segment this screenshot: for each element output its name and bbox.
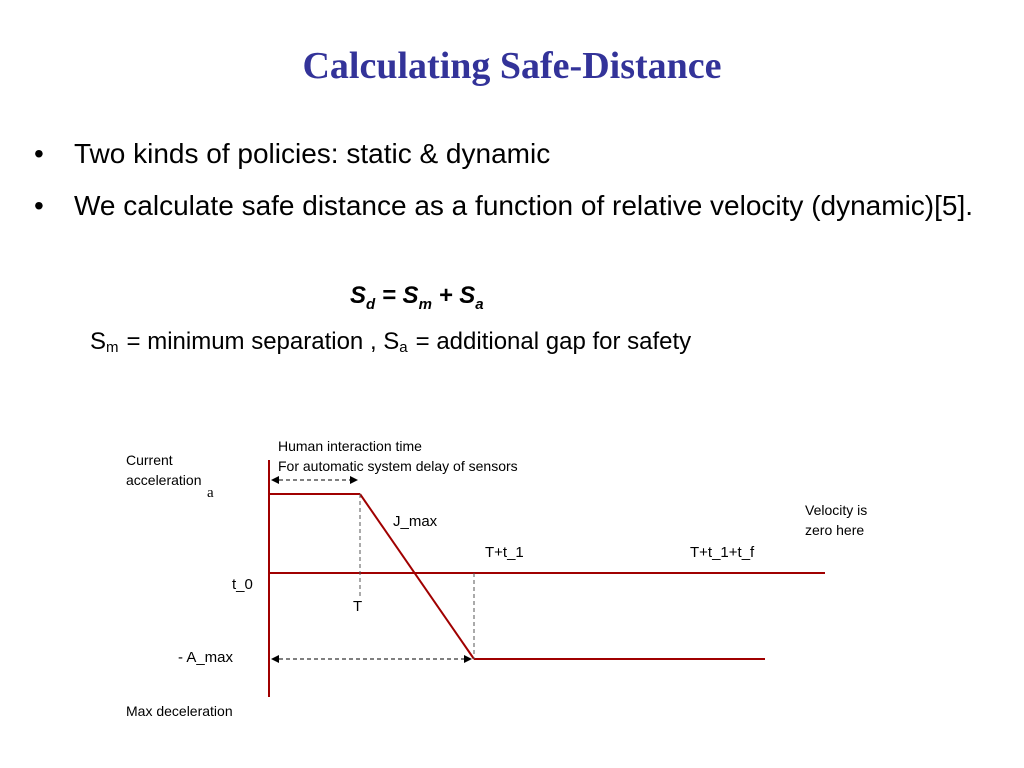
t-plus-t1-label: T+t_1 xyxy=(485,544,524,561)
formula-equals: = xyxy=(375,282,403,309)
t-plus-t1-tf-label: T+t_1+t_f xyxy=(690,544,755,561)
formula-sa-base: S xyxy=(459,282,476,309)
formula-sa-sub: a xyxy=(475,295,484,313)
max-deceleration-label: Max deceleration xyxy=(126,703,233,719)
def-sa-sub: a xyxy=(399,339,408,356)
velocity-zero-label-1: Velocity is xyxy=(805,502,868,518)
t-label: T xyxy=(353,598,363,615)
human-interaction-label: Human interaction time xyxy=(278,438,422,454)
def-sm-base: S xyxy=(90,328,107,355)
def-sm-sub: m xyxy=(106,339,119,356)
def-sa-text: = additional gap for safety xyxy=(415,328,692,355)
def-sm-text: = minimum separation , S xyxy=(126,328,400,355)
formula-sm-sub: m xyxy=(418,295,432,313)
t0-label: t_0 xyxy=(232,576,253,593)
acceleration-label: acceleration xyxy=(126,472,202,488)
automatic-delay-label: For automatic system delay of sensors xyxy=(278,458,518,474)
a-max-label: - A_max xyxy=(178,649,234,666)
formula-plus: + xyxy=(431,282,460,309)
bullet-text: We calculate safe distance as a function of relative velocity (dynamic)[5]. xyxy=(74,190,974,221)
formula-sd-sub: d xyxy=(366,295,376,313)
bullet-dot: • xyxy=(34,138,44,169)
formula-sd-base: S xyxy=(350,282,367,309)
slide-title: Calculating Safe-Distance xyxy=(302,45,722,87)
bullet-dot: • xyxy=(34,190,44,221)
current-label: Current xyxy=(126,452,173,468)
a-label: a xyxy=(207,485,214,501)
j-max-label: J_max xyxy=(393,513,438,530)
velocity-zero-label-2: zero here xyxy=(805,522,865,538)
formula-sm-base: S xyxy=(402,282,419,309)
bullet-text: Two kinds of policies: static & dynamic xyxy=(74,138,551,169)
